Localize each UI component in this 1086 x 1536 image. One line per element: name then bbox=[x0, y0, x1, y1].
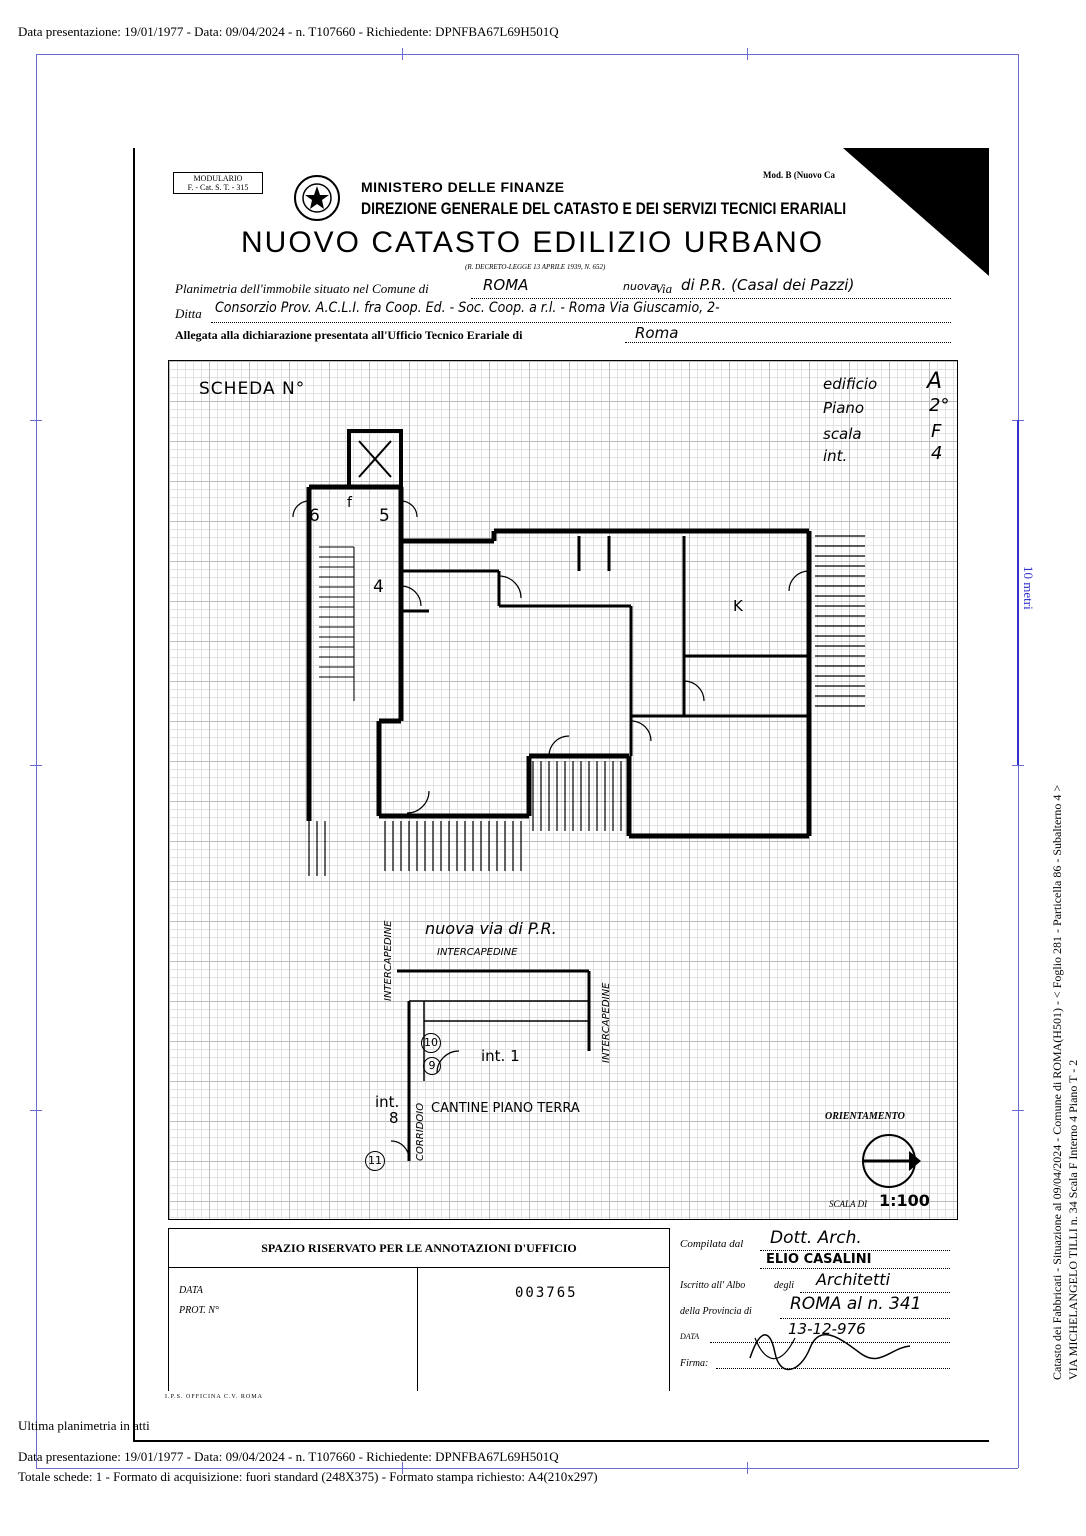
tick-mark bbox=[747, 48, 748, 60]
scale-label: 10 metri bbox=[1021, 566, 1036, 610]
catasto-title: NUOVO CATASTO EDILIZIO URBANO bbox=[241, 226, 825, 259]
footer-line-1: Data presentazione: 19/01/1977 - Data: 09/04/2024 - n. T107660 - Richiedente: DPNFBA67L69H501Q bbox=[18, 1449, 559, 1464]
intercapedine-left: INTERCAPEDINE bbox=[383, 920, 394, 1001]
compilata-label: Compilata dal bbox=[680, 1238, 744, 1250]
floor-plan bbox=[168, 360, 958, 1220]
ditta-label: Ditta bbox=[175, 306, 202, 321]
via-prefix: nuova bbox=[623, 280, 657, 293]
direzione-title: DIREZIONE GENERALE DEL CATASTO E DEI SERVIZI TECNICI ERARIALI bbox=[361, 199, 847, 218]
albo-value: Architetti bbox=[816, 1270, 891, 1289]
label-11: 11 bbox=[365, 1151, 385, 1171]
label-4: 4 bbox=[373, 577, 384, 597]
label-f: f bbox=[347, 495, 352, 511]
dotline bbox=[800, 1292, 950, 1293]
architect-name: ELIO CASALINI bbox=[766, 1252, 872, 1267]
edificio-value: A bbox=[927, 369, 943, 394]
dotline bbox=[471, 298, 951, 299]
scala-value-text: 1:100 bbox=[879, 1191, 930, 1210]
header-top-line: Data presentazione: 19/01/1977 - Data: 09/04/2024 - n. T107660 - Richiedente: DPNFBA67L69H501Q bbox=[18, 24, 559, 39]
side-text-2: VIA MICHELANGELO TILLI n. 34 Scala F Interno 4 Piano T - 2 bbox=[1066, 1059, 1080, 1380]
prot-number: 003765 bbox=[515, 1285, 578, 1301]
tick-mark bbox=[30, 1110, 42, 1111]
via-value: di P.R. (Casal dei Pazzi) bbox=[681, 276, 855, 294]
tick-mark bbox=[1012, 1110, 1024, 1111]
plan-drawing bbox=[169, 361, 957, 1219]
corner-black bbox=[843, 148, 989, 276]
tick-mark bbox=[747, 1462, 748, 1474]
scala-value: F bbox=[931, 421, 942, 442]
intercapedine-label: INTERCAPEDINE bbox=[437, 947, 518, 958]
planimetria-label: Planimetria dell'immobile situato nel Comune di bbox=[175, 281, 429, 296]
dotline bbox=[780, 1318, 950, 1319]
office-box bbox=[168, 1228, 670, 1391]
dotline bbox=[760, 1268, 950, 1269]
iscritto-label: Iscritto all' Albo bbox=[680, 1280, 746, 1291]
footer-line-2: Totale schede: 1 - Formato di acquisizione: fuori standard (248X375) - Formato stampa richiesto: A4(210x297) bbox=[18, 1469, 598, 1484]
label-6: 6 bbox=[309, 506, 320, 526]
prot-label: PROT. N° bbox=[179, 1305, 219, 1316]
via-nuova-label: nuova via di P.R. bbox=[425, 919, 557, 938]
allegata-label: Allegata alla dichiarazione presentata all'Ufficio Tecnico Erariale di bbox=[175, 328, 523, 342]
dotline bbox=[625, 342, 951, 343]
emblem-icon bbox=[293, 170, 341, 226]
ministero-title: MINISTERO DELLE FINANZE bbox=[361, 179, 565, 195]
label-int8: int. bbox=[375, 1093, 400, 1111]
printer-stamp: I.P.S. OFFICINA C.V. ROMA bbox=[165, 1394, 263, 1400]
signature-icon bbox=[740, 1318, 920, 1378]
int-label: int. bbox=[823, 447, 848, 465]
provincia-label: della Provincia di bbox=[680, 1306, 752, 1317]
data-label: DATA bbox=[179, 1285, 203, 1296]
modulario-box bbox=[173, 172, 263, 194]
scala-label: scala bbox=[823, 425, 862, 443]
compilata-box bbox=[670, 1228, 958, 1390]
cantine-label: CANTINE PIANO TERRA bbox=[431, 1101, 580, 1116]
label-5: 5 bbox=[379, 506, 390, 526]
ditta-value: Consorzio Prov. A.C.L.I. fra Coop. Ed. - Soc. Coop. a r.l. - Roma Via Giuscamio, 2- bbox=[215, 300, 720, 316]
label-k: K bbox=[733, 597, 743, 615]
edificio-label: edificio bbox=[823, 375, 878, 393]
tick-mark bbox=[30, 420, 42, 421]
firma-label: Firma: bbox=[680, 1358, 709, 1369]
compilata-value: Dott. Arch. bbox=[770, 1228, 862, 1248]
dotline bbox=[716, 1368, 950, 1369]
scale-bar bbox=[1017, 420, 1019, 765]
scheda-label: SCHEDA N° bbox=[199, 379, 306, 399]
data-value: 13-12-976 bbox=[788, 1320, 866, 1338]
data-label-2: DATA bbox=[680, 1332, 700, 1341]
planimetria-sheet bbox=[133, 148, 989, 1442]
ultima-label: Ultima planimetria in atti bbox=[18, 1418, 150, 1433]
via-label: Via bbox=[655, 281, 673, 296]
orientamento-label: ORIENTAMENTO bbox=[825, 1111, 905, 1122]
label-10: 10 bbox=[421, 1033, 441, 1053]
modulario-line1: MODULARIO bbox=[193, 174, 243, 183]
side-text-1: Catasto dei Fabbricati - Situazione al 09/04/2024 - Comune di ROMA(H501) - < Foglio 281 - Particella 86 - Subalterno 4 > bbox=[1050, 784, 1064, 1380]
piano-label: Piano bbox=[823, 399, 865, 417]
decreto-text: (R. DECRETO-LEGGE 13 APRILE 1939, N. 652) bbox=[465, 263, 606, 271]
frame-left bbox=[36, 54, 37, 1468]
scala-di-label: SCALA DI bbox=[829, 1199, 868, 1209]
corridoio-label: CORRIDOIO bbox=[415, 1102, 426, 1161]
modulario-line2: F. - Cat. S. T. - 315 bbox=[187, 183, 249, 192]
intercapedine-right: INTERCAPEDINE bbox=[601, 982, 612, 1063]
int-value: 4 bbox=[931, 443, 943, 464]
dotline bbox=[710, 1342, 950, 1343]
degli-label: degli bbox=[774, 1280, 794, 1291]
frame-top bbox=[36, 54, 1018, 55]
allegata-value: Roma bbox=[635, 324, 679, 342]
dotline bbox=[211, 322, 951, 323]
label-9: 9 bbox=[423, 1057, 441, 1075]
label-int1: int. 1 bbox=[481, 1047, 520, 1065]
spazio-label: SPAZIO RISERVATO PER LE ANNOTAZIONI D'UFFICIO bbox=[169, 1229, 669, 1268]
tick-mark bbox=[402, 48, 403, 60]
label-8: 8 bbox=[389, 1109, 399, 1127]
dotline bbox=[760, 1250, 950, 1251]
tick-mark bbox=[30, 765, 42, 766]
provincia-value: ROMA al n. 341 bbox=[790, 1294, 922, 1314]
tick-mark bbox=[1012, 765, 1024, 766]
divider bbox=[417, 1267, 418, 1391]
comune-value: ROMA bbox=[483, 276, 529, 294]
piano-value: 2° bbox=[929, 395, 950, 416]
mod-b-label: Mod. B (Nuovo Ca bbox=[763, 170, 836, 180]
